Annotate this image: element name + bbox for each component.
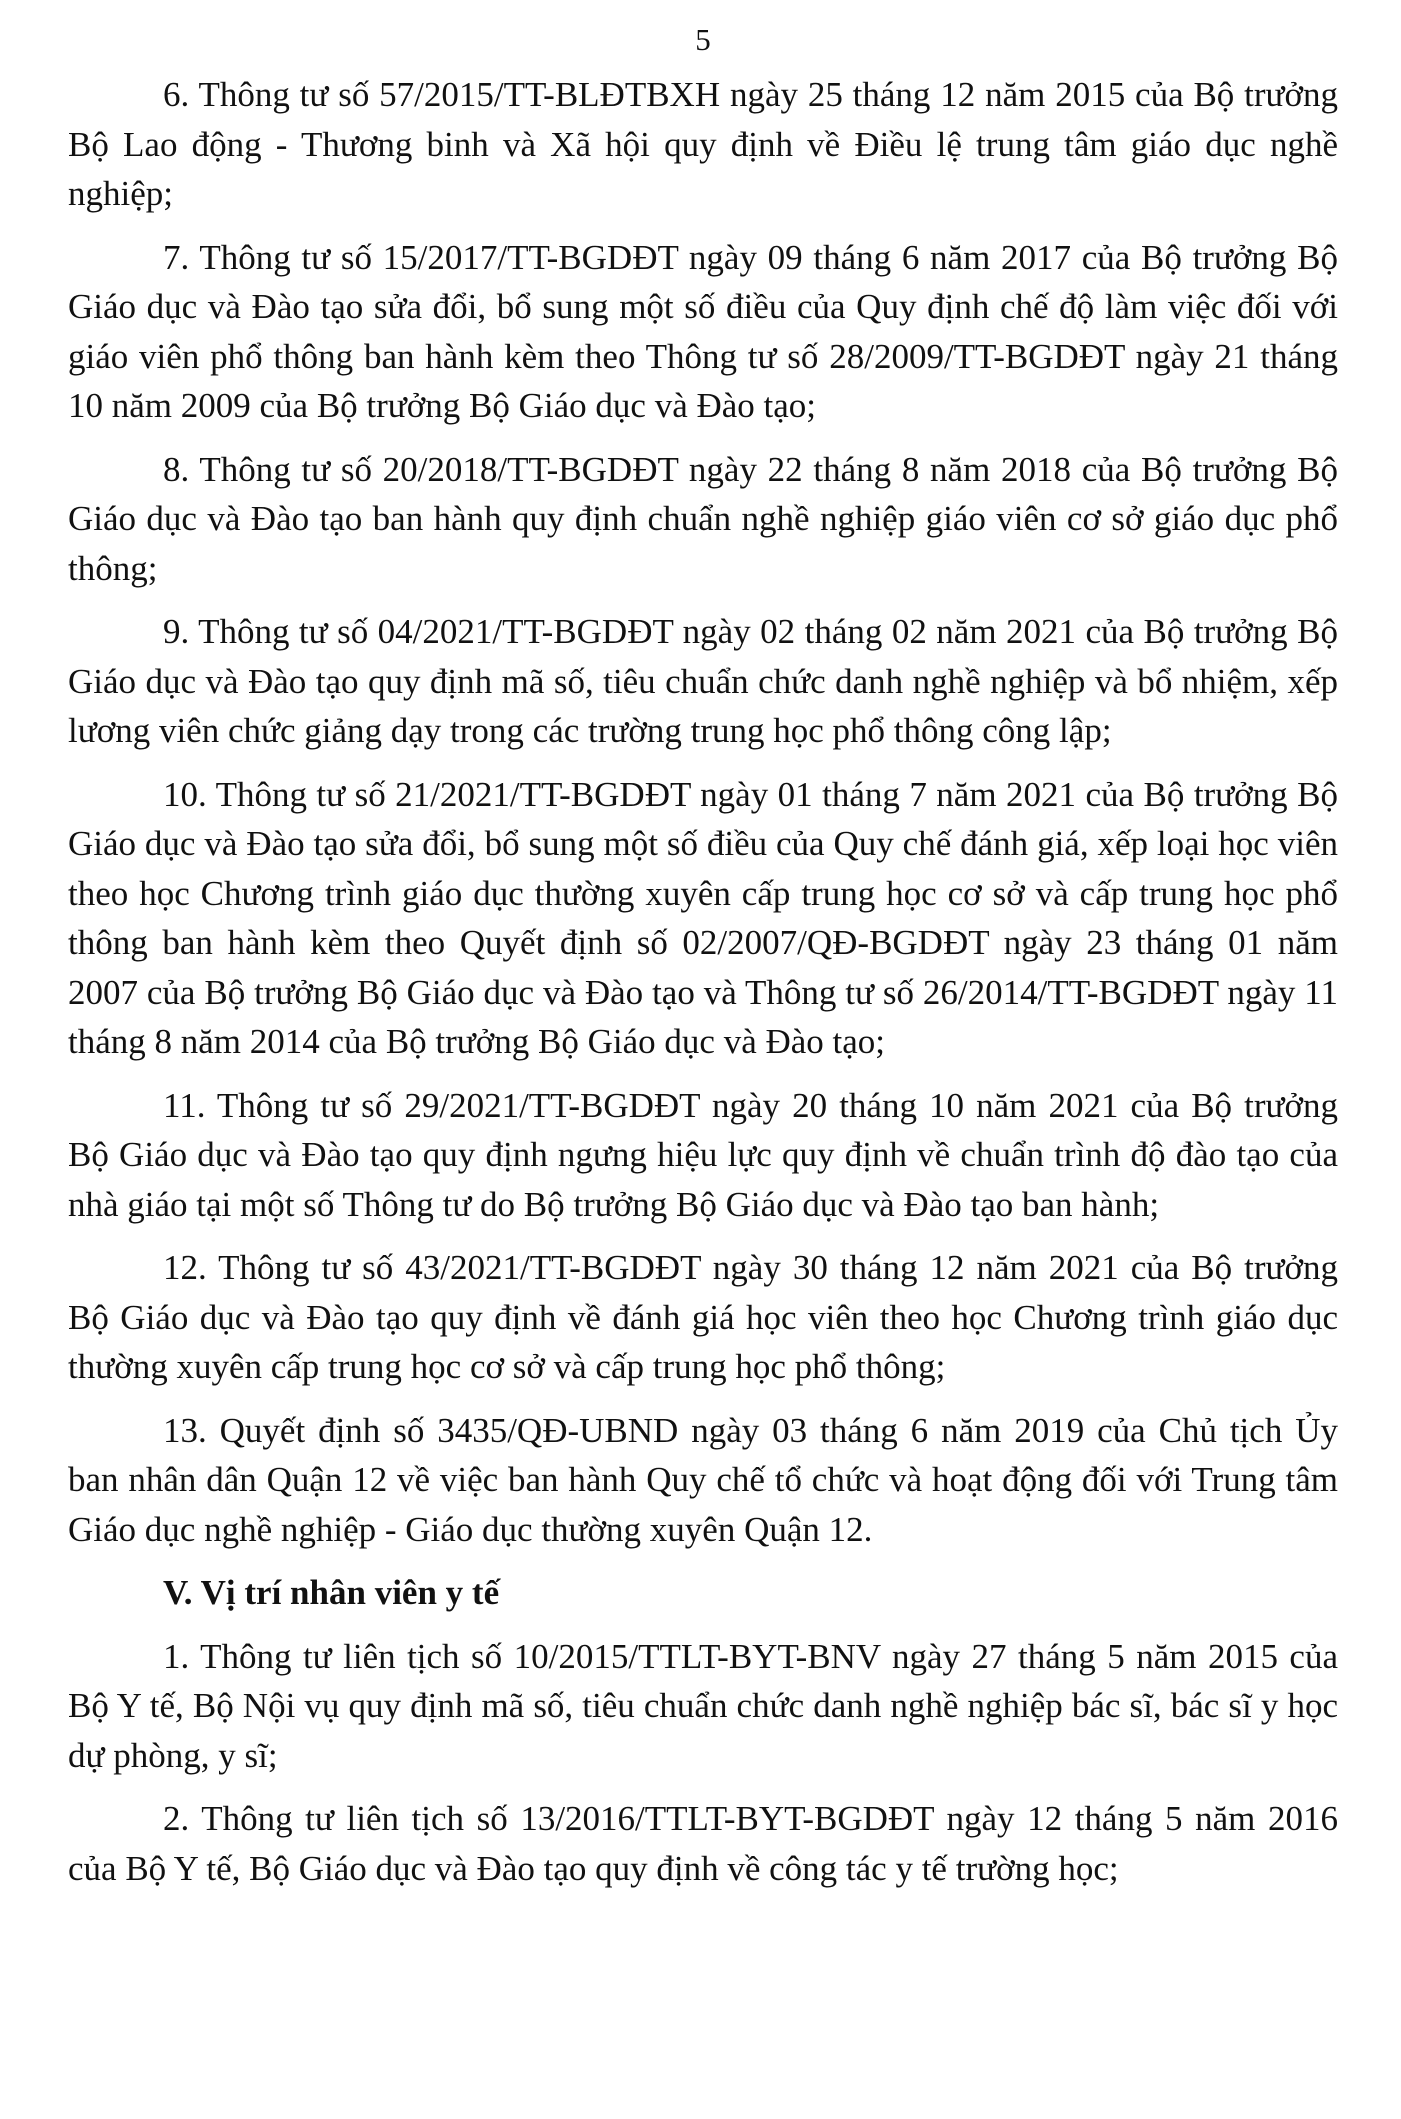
paragraph-item-11: 11. Thông tư số 29/2021/TT-BGDĐT ngày 20 tháng 10 năm 2021 của Bộ trưởng Bộ Giáo dục và Đào tạo quy định ngưng hiệu lực quy định về chuẩn trình độ đào tạo của nhà giáo tại một số Thông tư do Bộ trưởng Bộ Giáo dục và Đào tạo ban hành; xyxy=(68,1085,1338,1224)
paragraph-item-13: 13. Quyết định số 3435/QĐ-UBND ngày 03 tháng 6 năm 2019 của Chủ tịch Ủy ban nhân dân Quận 12 về việc ban hành Quy chế tổ chức và hoạt động đối với Trung tâm Giáo dục nghề nghiệp - Giáo dục thường xuyên Quận 12. xyxy=(68,1410,1338,1549)
document-page xyxy=(68,0,1338,1893)
paragraph-item-9: 9. Thông tư số 04/2021/TT-BGDĐT ngày 02 tháng 02 năm 2021 của Bộ trưởng Bộ Giáo dục và Đào tạo quy định mã số, tiêu chuẩn chức danh nghề nghiệp và bổ nhiệm, xếp lương viên chức giảng dạy trong các trường trung học phổ thông công lập; xyxy=(68,612,1338,750)
paragraph-item-6: 6. Thông tư số 57/2015/TT-BLĐTBXH ngày 25 tháng 12 năm 2015 của Bộ trưởng Bộ Lao động - Thương binh và Xã hội quy định về Điều lệ trung tâm giáo dục nghề nghiệp; xyxy=(68,75,1338,213)
section-heading-v: V. Vị trí nhân viên y tế xyxy=(163,1573,500,1612)
paragraph-item-8: 8. Thông tư số 20/2018/TT-BGDĐT ngày 22 tháng 8 năm 2018 của Bộ trưởng Bộ Giáo dục và Đào tạo ban hành quy định chuẩn nghề nghiệp giáo viên cơ sở giáo dục phổ thông; xyxy=(68,449,1338,588)
page-number: 5 xyxy=(695,22,711,57)
paragraph-item-10: 10. Thông tư số 21/2021/TT-BGDĐT ngày 01 tháng 7 năm 2021 của Bộ trưởng Bộ Giáo dục và Đào tạo sửa đổi, bổ sung một số điều của Quy chế đánh giá, xếp loại học viên theo học Chương trình giáo dục thường xuyên cấp trung học cơ sở và cấp trung học phổ thông ban hành kèm theo Quyết định số 02/2007/QĐ-BGDĐT ngày 23 tháng 01 năm 2007 của Bộ trưởng Bộ Giáo dục và Đào tạo và Thông tư số 26/2014/TT-BGDĐT ngày 11 tháng 8 năm 2014 của Bộ trưởng Bộ Giáo dục và Đào tạo; xyxy=(68,774,1338,1061)
paragraph-item-12: 12. Thông tư số 43/2021/TT-BGDĐT ngày 30 tháng 12 năm 2021 của Bộ trưởng Bộ Giáo dục và Đào tạo quy định về đánh giá học viên theo học Chương trình giáo dục thường xuyên cấp trung học cơ sở và cấp trung học phổ thông; xyxy=(68,1248,1338,1386)
paragraph-v-item-2: 2. Thông tư liên tịch số 13/2016/TTLT-BYT-BGDĐT ngày 12 tháng 5 năm 2016 của Bộ Y tế, Bộ Giáo dục và Đào tạo quy định về công tác y tế trường học; xyxy=(68,1799,1338,1888)
paragraph-v-item-1: 1. Thông tư liên tịch số 10/2015/TTLT-BYT-BNV ngày 27 tháng 5 năm 2015 của Bộ Y tế, Bộ Nội vụ quy định mã số, tiêu chuẩn chức danh nghề nghiệp bác sĩ, bác sĩ y học dự phòng, y sĩ; xyxy=(68,1636,1338,1775)
paragraph-item-7: 7. Thông tư số 15/2017/TT-BGDĐT ngày 09 tháng 6 năm 2017 của Bộ trưởng Bộ Giáo dục và Đào tạo sửa đổi, bổ sung một số điều của Quy định chế độ làm việc đối với giáo viên phổ thông ban hành kèm theo Thông tư số 28/2009/TT-BGDĐT ngày 21 tháng 10 năm 2009 của Bộ trưởng Bộ Giáo dục và Đào tạo; xyxy=(68,237,1338,425)
